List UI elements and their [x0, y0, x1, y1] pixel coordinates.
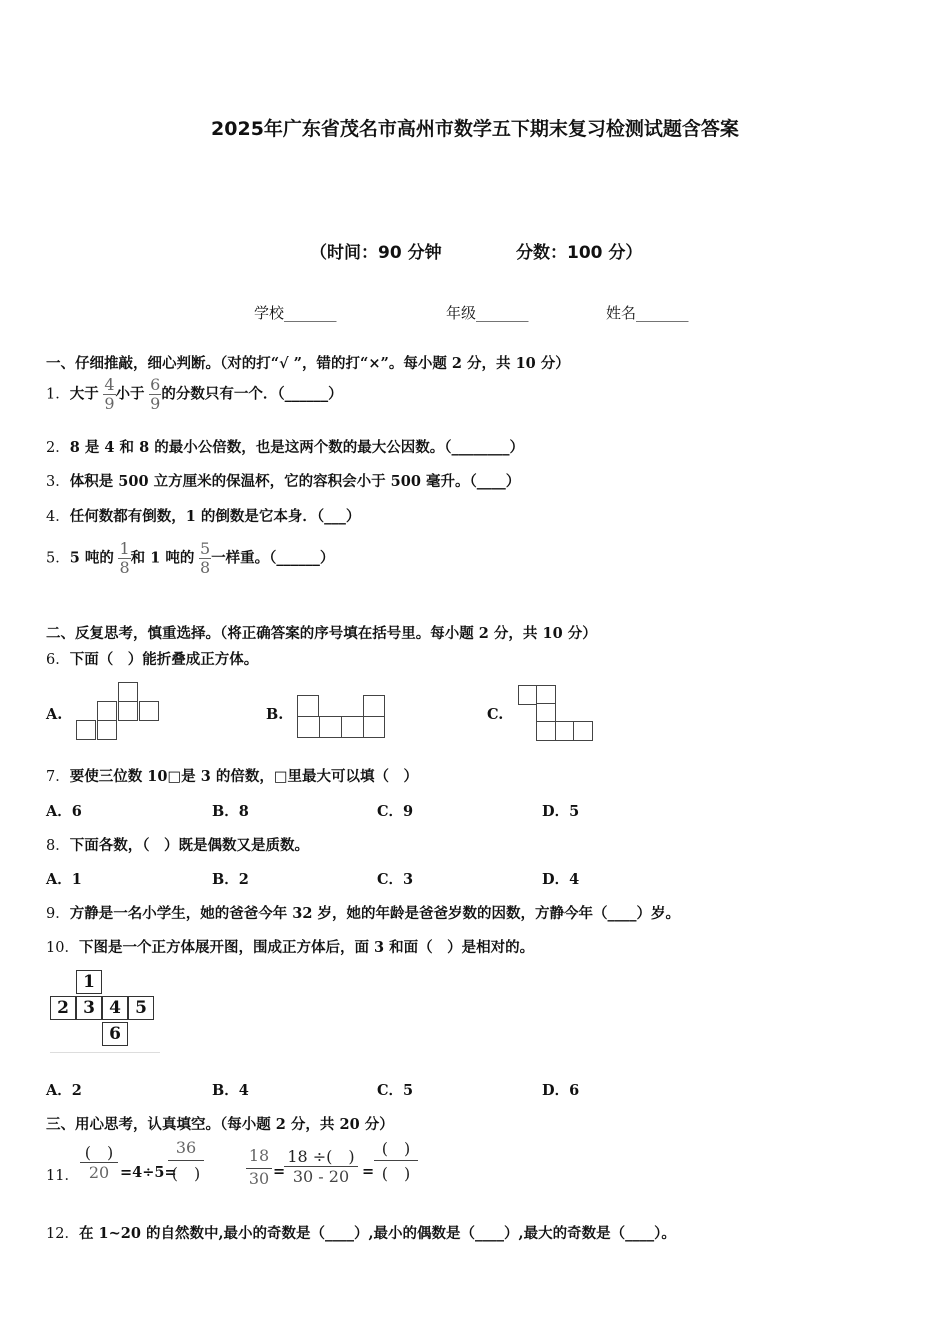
- q6-option-a[interactable]: A.: [46, 706, 63, 723]
- question-7: 7．要使三位数 10□是 3 的倍数，□里最大可以填（ ）: [46, 768, 419, 785]
- q8-option-a[interactable]: A．1: [46, 871, 82, 888]
- q6-option-b[interactable]: B.: [266, 706, 284, 723]
- q11-fraction-2: 36 ( ): [168, 1138, 204, 1184]
- face-2: 2: [50, 996, 76, 1020]
- question-10: 10．下图是一个正方体展开图，围成正方体后，面 3 和面（ ）是相对的。: [46, 939, 535, 956]
- score-label: 分数：100 分）: [516, 243, 643, 263]
- question-4: 4．任何数都有倒数，1 的倒数是它本身．（___）: [46, 508, 361, 525]
- q7-option-b[interactable]: B．8: [212, 803, 249, 820]
- question-2: 2．8 是 4 和 8 的最小公倍数，也是这两个数的最大公因数。（________）: [46, 439, 524, 456]
- q7-option-a[interactable]: A．6: [46, 803, 82, 820]
- section-3-heading: 三、用心思考，认真填空。（每小题 2 分，共 20 分）: [46, 1116, 394, 1133]
- face-5: 5: [128, 996, 154, 1020]
- cube-net-figure: [50, 970, 160, 1053]
- question-11-number: 11．: [46, 1168, 79, 1184]
- q10-option-b[interactable]: B．4: [212, 1082, 249, 1099]
- q11-fraction-3: 18 30: [246, 1146, 272, 1188]
- q8-option-b[interactable]: B．2: [212, 871, 249, 888]
- q10-option-d[interactable]: D．6: [542, 1082, 580, 1099]
- q11-fraction-1: ( ) 20: [80, 1140, 118, 1182]
- time-label: （时间：90 分钟: [310, 243, 442, 263]
- face-4: 4: [102, 996, 128, 1020]
- q11-fraction-5: ( ) ( ): [374, 1136, 418, 1184]
- q11-fraction-4: 18 ÷( ) 30 - 20: [284, 1144, 358, 1186]
- question-3: 3．体积是 500 立方厘米的保温杯，它的容积会小于 500 毫升。（____）: [46, 473, 521, 490]
- question-12: 12．在 1~20 的自然数中,最小的奇数是（____）,最小的偶数是（____）,最大的奇数是（____）。: [46, 1225, 676, 1242]
- q10-option-c[interactable]: C．5: [377, 1082, 414, 1099]
- grade-field: 年级_______: [446, 304, 529, 322]
- section-2-heading: 二、反复思考，慎重选择。（将正确答案的序号填在括号里。每小题 2 分，共 10 分）: [46, 625, 597, 642]
- section-1-heading: 一、仔细推敲，细心判断。（对的打“√ ”，错的打“×”。每小题 2 分，共 10 分）: [46, 355, 570, 372]
- question-5: 5．5 吨的 $\frac{1}{8}$ 和 1 吨的 $\frac{5}{8}$ 一样重。（______）: [46, 539, 335, 577]
- face-6: 6: [102, 1022, 128, 1046]
- question-8: 8．下面各数，（ ）既是偶数又是质数。: [46, 837, 309, 854]
- q7-option-d[interactable]: D．5: [542, 803, 580, 820]
- q11-equation-middle: =4÷5=: [120, 1164, 177, 1181]
- question-1: 1．大于 $\frac{4}{9}$ 小于 $\frac{6}{9}$ 的分数只有一个．（______）: [46, 375, 343, 413]
- face-1: 1: [76, 970, 102, 994]
- q8-option-c[interactable]: C．3: [377, 871, 414, 888]
- q11-equals-1: =: [273, 1163, 286, 1180]
- name-field: 姓名_______: [606, 304, 689, 322]
- q6-option-c[interactable]: C.: [487, 706, 504, 723]
- page-title: 2025年广东省茂名市高州市数学五下期末复习检测试题含答案: [211, 118, 739, 140]
- q11-equals-2: =: [362, 1163, 375, 1180]
- question-6: 6．下面（ ）能折叠成正方体。: [46, 651, 259, 668]
- q10-option-a[interactable]: A．2: [46, 1082, 82, 1099]
- q7-option-c[interactable]: C．9: [377, 803, 414, 820]
- question-9: 9．方静是一名小学生，她的爸爸今年 32 岁，她的年龄是爸爸岁数的因数，方静今年（____）岁。: [46, 905, 681, 922]
- face-3: 3: [76, 996, 102, 1020]
- school-field: 学校_______: [254, 304, 337, 322]
- q8-option-d[interactable]: D．4: [542, 871, 580, 888]
